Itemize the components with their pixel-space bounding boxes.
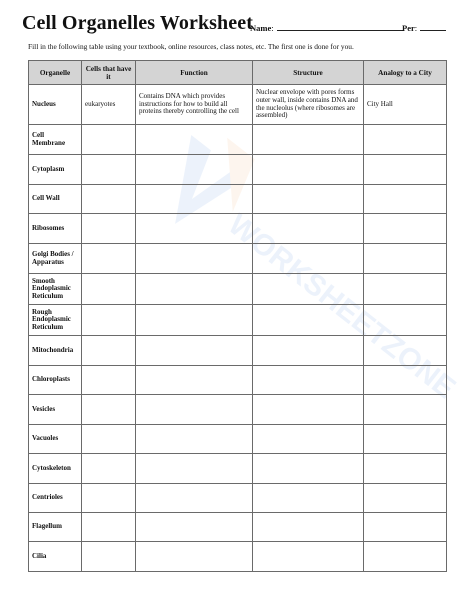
organelles-table <box>28 60 447 572</box>
structure-cell[interactable] <box>253 336 364 366</box>
cells-cell[interactable] <box>82 542 136 572</box>
structure-cell[interactable] <box>253 305 364 336</box>
analogy-cell[interactable] <box>364 366 447 395</box>
table-row <box>29 305 447 336</box>
per-blank-line[interactable] <box>420 22 446 31</box>
function-cell[interactable] <box>136 542 253 572</box>
table-row <box>29 454 447 484</box>
cells-cell[interactable] <box>82 125 136 155</box>
per-field: Per: <box>402 22 446 33</box>
function-cell[interactable] <box>136 366 253 395</box>
table-row <box>29 185 447 214</box>
organelle-cell: Ribosomes <box>29 214 82 244</box>
analogy-cell[interactable] <box>364 542 447 572</box>
organelle-cell: Cytoskeleton <box>29 454 82 484</box>
structure-cell[interactable] <box>253 244 364 274</box>
structure-cell[interactable] <box>253 542 364 572</box>
per-label: Per <box>402 23 415 33</box>
structure-cell[interactable] <box>253 395 364 425</box>
analogy-cell[interactable] <box>364 155 447 185</box>
worksheet-header <box>22 12 454 38</box>
cells-cell[interactable] <box>82 425 136 454</box>
page-title: Cell Organelles Worksheet <box>22 12 253 34</box>
table-row <box>29 155 447 185</box>
cells-cell[interactable] <box>82 336 136 366</box>
cells-cell[interactable] <box>82 305 136 336</box>
table-row <box>29 395 447 425</box>
cells-cell[interactable]: eukaryotes <box>82 85 136 125</box>
organelle-cell: Cell Membrane <box>29 125 82 155</box>
structure-cell[interactable] <box>253 513 364 542</box>
table-row <box>29 366 447 395</box>
structure-cell[interactable] <box>253 454 364 484</box>
analogy-cell[interactable] <box>364 513 447 542</box>
analogy-cell[interactable] <box>364 305 447 336</box>
cells-cell[interactable] <box>82 454 136 484</box>
column-header-function: Function <box>136 61 253 85</box>
cells-cell[interactable] <box>82 155 136 185</box>
analogy-cell[interactable]: City Hall <box>364 85 447 125</box>
function-cell[interactable] <box>136 185 253 214</box>
cells-cell[interactable] <box>82 214 136 244</box>
organelle-cell: Cilia <box>29 542 82 572</box>
organelle-cell: Nucleus <box>29 85 82 125</box>
structure-cell[interactable] <box>253 366 364 395</box>
function-cell[interactable] <box>136 484 253 513</box>
name-label: Name <box>250 23 272 33</box>
structure-cell[interactable] <box>253 155 364 185</box>
cells-cell[interactable] <box>82 484 136 513</box>
analogy-cell[interactable] <box>364 425 447 454</box>
structure-cell[interactable] <box>253 484 364 513</box>
function-cell[interactable] <box>136 155 253 185</box>
function-cell[interactable]: Contains DNA which provides instructions for how to build all proteins thereby controlling the cell <box>136 85 253 125</box>
function-cell[interactable] <box>136 305 253 336</box>
function-cell[interactable] <box>136 395 253 425</box>
cells-cell[interactable] <box>82 395 136 425</box>
table-row <box>29 244 447 274</box>
analogy-cell[interactable] <box>364 125 447 155</box>
table-row <box>29 85 447 125</box>
function-cell[interactable] <box>136 244 253 274</box>
organelle-cell: Golgi Bodies / Apparatus <box>29 244 82 274</box>
table-row <box>29 425 447 454</box>
organelle-cell: Chloroplasts <box>29 366 82 395</box>
column-header-organelle: Organelle <box>29 61 82 85</box>
column-header-cells: Cells that have it <box>82 61 136 85</box>
cells-cell[interactable] <box>82 244 136 274</box>
name-field: Name: <box>250 22 403 33</box>
organelle-cell: Vesicles <box>29 395 82 425</box>
watermark-text: WORKSHEETZONE <box>221 207 462 406</box>
organelle-cell: Smooth Endoplasmic Reticulum <box>29 274 82 305</box>
cells-cell[interactable] <box>82 513 136 542</box>
function-cell[interactable] <box>136 214 253 244</box>
cells-cell[interactable] <box>82 274 136 305</box>
structure-cell[interactable] <box>253 185 364 214</box>
name-blank-line[interactable] <box>277 22 403 31</box>
cells-cell[interactable] <box>82 366 136 395</box>
structure-cell[interactable] <box>253 125 364 155</box>
table-row <box>29 542 447 572</box>
analogy-cell[interactable] <box>364 454 447 484</box>
organelle-cell: Cytoplasm <box>29 155 82 185</box>
function-cell[interactable] <box>136 125 253 155</box>
structure-cell[interactable] <box>253 274 364 305</box>
organelle-cell: Centrioles <box>29 484 82 513</box>
table-row <box>29 125 447 155</box>
analogy-cell[interactable] <box>364 244 447 274</box>
cells-cell[interactable] <box>82 185 136 214</box>
structure-cell[interactable]: Nuclear envelope with pores forms outer wall, inside contains DNA and the nucleolus (where ribosomes are assembled) <box>253 85 364 125</box>
function-cell[interactable] <box>136 336 253 366</box>
table-header-row <box>29 61 447 85</box>
column-header-analogy: Analogy to a City <box>364 61 447 85</box>
analogy-cell[interactable] <box>364 484 447 513</box>
function-cell[interactable] <box>136 425 253 454</box>
organelle-cell: Mitochondria <box>29 336 82 366</box>
structure-cell[interactable] <box>253 425 364 454</box>
analogy-cell[interactable] <box>364 274 447 305</box>
analogy-cell[interactable] <box>364 214 447 244</box>
organelle-cell: Cell Wall <box>29 185 82 214</box>
organelle-cell: Flagellum <box>29 513 82 542</box>
table-row <box>29 484 447 513</box>
organelle-cell: Rough Endoplasmic Reticulum <box>29 305 82 336</box>
function-cell[interactable] <box>136 513 253 542</box>
organelle-cell: Vacuoles <box>29 425 82 454</box>
function-cell[interactable] <box>136 454 253 484</box>
analogy-cell[interactable] <box>364 336 447 366</box>
table-row <box>29 214 447 244</box>
structure-cell[interactable] <box>253 214 364 244</box>
table-row <box>29 513 447 542</box>
analogy-cell[interactable] <box>364 185 447 214</box>
column-header-structure: Structure <box>253 61 364 85</box>
table-row <box>29 336 447 366</box>
instructions-text: Fill in the following table using your textbook, online resources, class notes, etc. The first one is done for you. <box>28 42 354 51</box>
function-cell[interactable] <box>136 274 253 305</box>
analogy-cell[interactable] <box>364 395 447 425</box>
table-row <box>29 274 447 305</box>
